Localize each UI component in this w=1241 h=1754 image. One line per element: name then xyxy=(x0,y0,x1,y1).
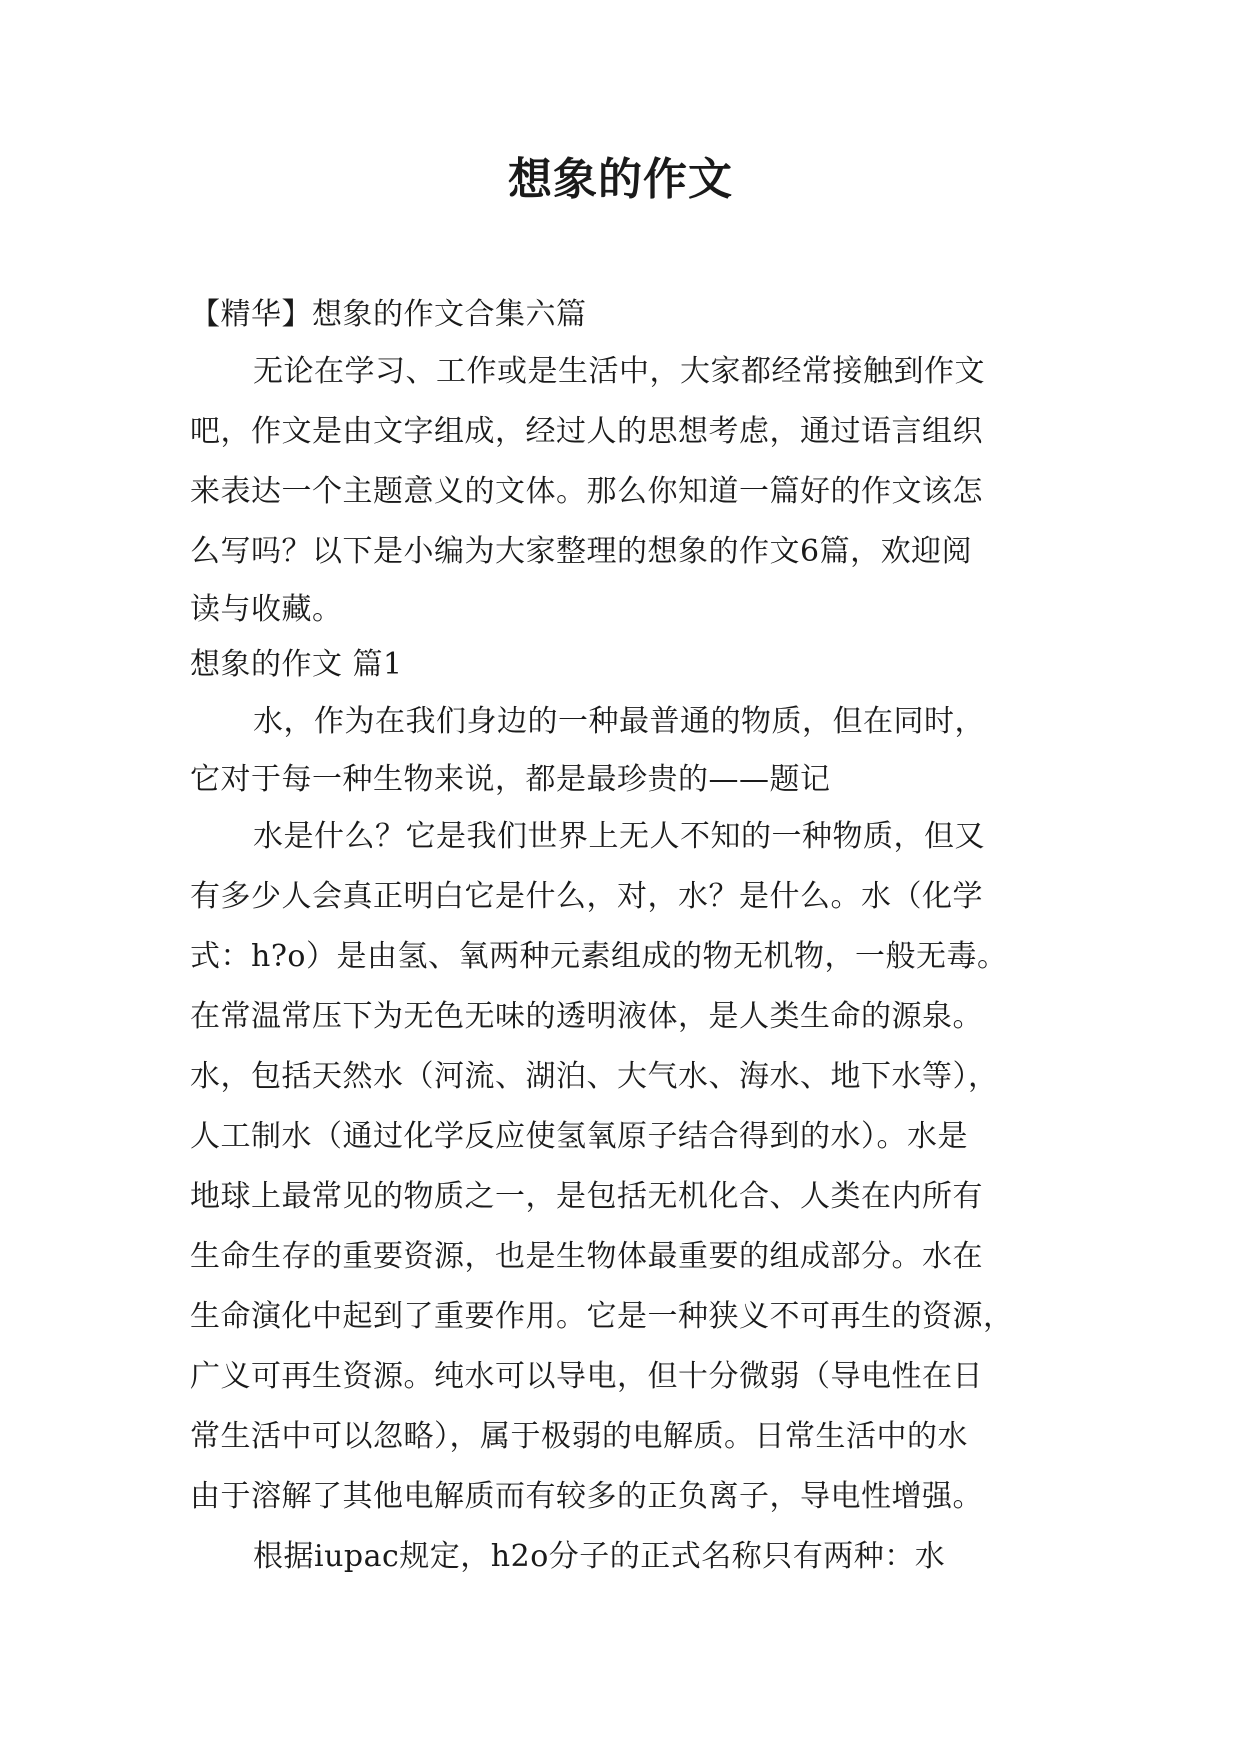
paragraph-line: 么写吗？以下是小编为大家整理的想象的作文6篇，欢迎阅 xyxy=(190,534,973,569)
paragraph-line: 根据iupac规定，h2o分子的正式名称只有两种：水 xyxy=(253,1539,946,1574)
document-title: 想象的作文 xyxy=(508,154,733,205)
paragraph-line: 水，包括天然水（河流、湖泊、大气水、海水、地下水等）， xyxy=(190,1059,999,1094)
paragraph-line: 水是什么？它是我们世界上无人不知的一种物质，但又 xyxy=(253,819,985,854)
paragraph-line: 来表达一个主题意义的文体。那么你知道一篇好的作文该怎 xyxy=(190,474,983,509)
paragraph-line: 生命演化中起到了重要作用。它是一种狭义不可再生的资源， xyxy=(190,1299,1014,1334)
paragraph-line: 广义可再生资源。纯水可以导电，但十分微弱（导电性在日 xyxy=(190,1359,983,1394)
section-heading: 想象的作文 篇1 xyxy=(190,647,403,682)
paragraph-line: 读与收藏。 xyxy=(190,592,343,627)
subtitle-line: 【精华】想象的作文合集六篇 xyxy=(190,297,587,332)
paragraph-line: 在常温常压下为无色无味的透明液体，是人类生命的源泉。 xyxy=(190,999,983,1034)
paragraph-line: 有多少人会真正明白它是什么，对，水？是什么。水（化学 xyxy=(190,879,983,914)
paragraph-line: 水，作为在我们身边的一种最普通的物质，但在同时， xyxy=(253,704,985,739)
paragraph-line: 常生活中可以忽略），属于极弱的电解质。日常生活中的水 xyxy=(190,1419,968,1454)
paragraph-line: 无论在学习、工作或是生活中，大家都经常接触到作文 xyxy=(253,354,985,389)
paragraph-line: 由于溶解了其他电解质而有较多的正负离子，导电性增强。 xyxy=(190,1479,983,1514)
paragraph-line: 它对于每一种生物来说，都是最珍贵的——题记 xyxy=(190,762,831,797)
paragraph-line: 式：h?o）是由氢、氧两种元素组成的物无机物，一般无毒。 xyxy=(190,939,1008,974)
paragraph-line: 地球上最常见的物质之一，是包括无机化合、人类在内所有 xyxy=(190,1179,983,1214)
paragraph-line: 人工制水（通过化学反应使氢氧原子结合得到的水）。水是 xyxy=(190,1119,968,1154)
paragraph-line: 吧，作文是由文字组成，经过人的思想考虑，通过语言组织 xyxy=(190,414,983,449)
document-body xyxy=(190,287,1060,1587)
paragraph-line: 生命生存的重要资源，也是生物体最重要的组成部分。水在 xyxy=(190,1239,983,1274)
